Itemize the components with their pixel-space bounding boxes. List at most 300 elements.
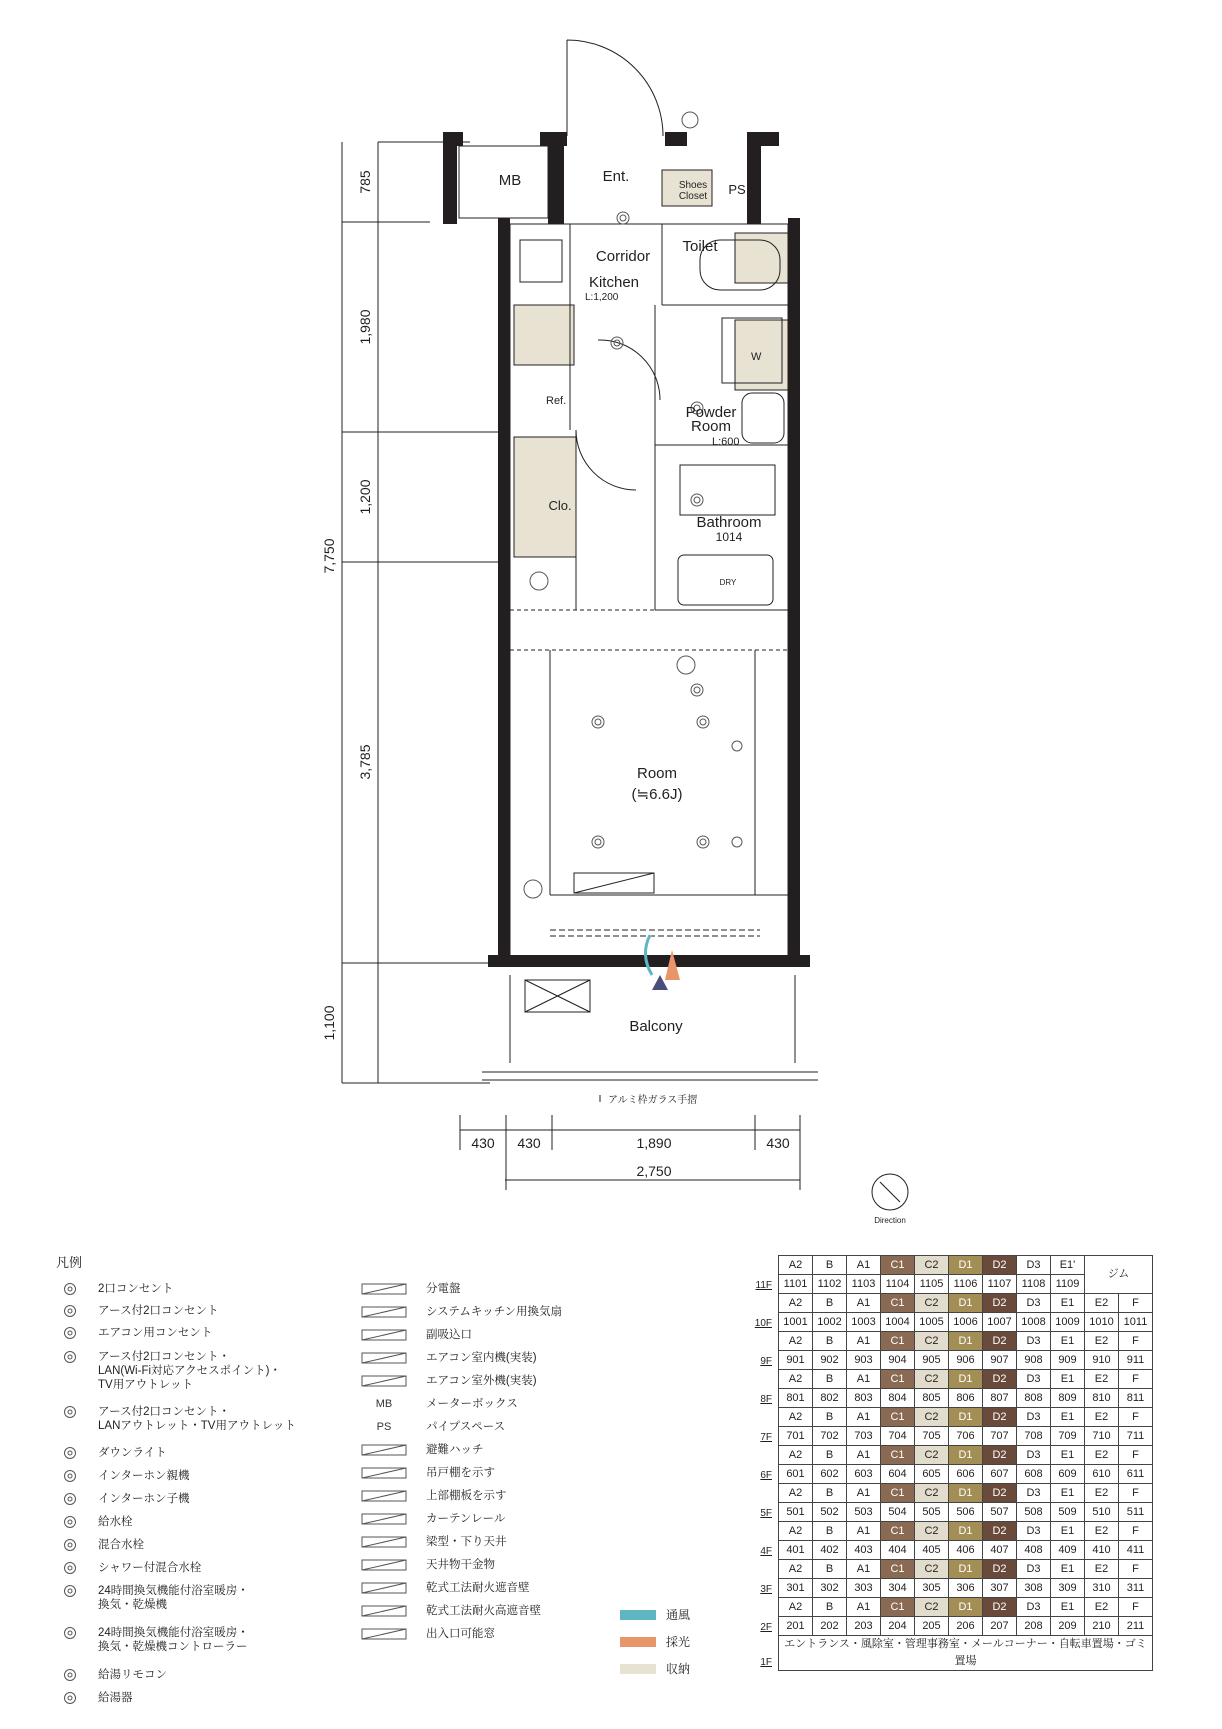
table-cell: C2: [915, 1256, 949, 1275]
floor-unit-table: [744, 1255, 1153, 1671]
fan-icon: [358, 1305, 410, 1319]
legend-text: 梁型・下り天井: [426, 1536, 507, 1548]
table-cell: 304: [881, 1579, 915, 1598]
table-cell: E1: [1051, 1408, 1085, 1427]
table-cell: A1: [847, 1446, 881, 1465]
first-floor-description: エントランス・風除室・管理事務室・メールコーナー・自転車置場・ゴミ置場: [779, 1636, 1153, 1671]
room-size: (≒6.6J): [631, 786, 683, 803]
table-cell: 301: [779, 1579, 813, 1598]
table-cell: 308: [1017, 1579, 1051, 1598]
legend-item: [358, 1374, 537, 1388]
table-cell: 801: [779, 1389, 813, 1408]
table-cell: C1: [881, 1446, 915, 1465]
legend-item: [358, 1512, 505, 1526]
table-cell: C1: [881, 1332, 915, 1351]
table-cell: 210: [1085, 1617, 1119, 1636]
intercom-slave-icon: [60, 1492, 80, 1506]
dim-1980: 1,980: [357, 309, 373, 345]
table-cell: 401: [779, 1541, 813, 1560]
table-cell: 702: [813, 1427, 847, 1446]
ent-label: Ent.: [602, 168, 630, 185]
table-cell: A2: [779, 1408, 813, 1427]
table-cell: ジム: [1085, 1256, 1153, 1294]
table-cell: D1: [949, 1256, 983, 1275]
aircon-outlet-icon: [60, 1326, 80, 1340]
table-cell: 211: [1119, 1617, 1153, 1636]
table-cell: A1: [847, 1598, 881, 1617]
table-row: [744, 1503, 1153, 1522]
dim-1100: 1,100: [321, 1005, 337, 1041]
intercom-master-icon: [60, 1469, 80, 1483]
table-cell: D1: [949, 1560, 983, 1579]
table-cell: A1: [847, 1256, 881, 1275]
legend-item: [358, 1466, 495, 1480]
legend-key-text: 採光: [666, 1635, 691, 1649]
floor-label: 5F: [760, 1507, 772, 1519]
legend-item: [358, 1604, 541, 1618]
table-cell: C2: [915, 1522, 949, 1541]
table-cell: 910: [1085, 1351, 1119, 1370]
table-cell: C1: [881, 1256, 915, 1275]
table-cell: 1102: [813, 1275, 847, 1294]
table-row: [744, 1579, 1153, 1598]
legend-item: [60, 1561, 201, 1575]
legend-text: 避難ハッチ: [426, 1444, 484, 1456]
table-cell: B: [813, 1598, 847, 1617]
floor-label: 4F: [760, 1545, 772, 1557]
mb-label: MB: [375, 1398, 393, 1410]
table-row: [744, 1617, 1153, 1636]
legend-item: [60, 1584, 249, 1612]
legend-item: [358, 1489, 507, 1503]
table-cell: A2: [779, 1370, 813, 1389]
table-cell: F: [1119, 1560, 1153, 1579]
table-cell: 407: [983, 1541, 1017, 1560]
table-cell: B: [813, 1294, 847, 1313]
floor-label: 2F: [760, 1621, 772, 1633]
table-cell: 1004: [881, 1313, 915, 1332]
legend-text: 24時間換気機能付浴室暖房・ 換気・乾燥機: [98, 1585, 249, 1611]
table-row: [744, 1560, 1153, 1579]
table-cell: E2: [1085, 1446, 1119, 1465]
dim-785: 785: [357, 170, 373, 194]
table-cell: A2: [779, 1332, 813, 1351]
table-row: [744, 1389, 1153, 1408]
table-cell: D3: [1017, 1370, 1051, 1389]
table-cell: A1: [847, 1408, 881, 1427]
table-cell: C1: [881, 1522, 915, 1541]
table-cell: 803: [847, 1389, 881, 1408]
mixer-faucet-icon: [60, 1538, 80, 1552]
legend-key: [620, 1633, 690, 1650]
table-cell: 707: [983, 1427, 1017, 1446]
table-cell: 902: [813, 1351, 847, 1370]
table-cell: 406: [949, 1541, 983, 1560]
table-cell: 804: [881, 1389, 915, 1408]
table-cell: D2: [983, 1332, 1017, 1351]
table-cell: E1': [1051, 1256, 1085, 1275]
table-cell: 602: [813, 1465, 847, 1484]
bathroom-label: Bathroom: [696, 514, 762, 531]
table-cell: D1: [949, 1522, 983, 1541]
table-cell: A2: [779, 1256, 813, 1275]
table-cell: 903: [847, 1351, 881, 1370]
dim-1200: 1,200: [357, 479, 373, 515]
legend-text: エアコン室内機(実装): [426, 1352, 537, 1364]
wall-icon: [358, 1581, 410, 1595]
table-cell: D3: [1017, 1332, 1051, 1351]
table-cell: 611: [1119, 1465, 1153, 1484]
balcony-label: Balcony: [629, 1018, 683, 1035]
beam-line-icon: [358, 1535, 410, 1549]
table-cell: 708: [1017, 1427, 1051, 1446]
legend-key: [620, 1606, 690, 1623]
table-cell: A2: [779, 1522, 813, 1541]
table-cell: 1003: [847, 1313, 881, 1332]
floor-label: 3F: [760, 1583, 772, 1595]
powder-room-label-2: Room: [690, 418, 732, 435]
table-row: [744, 1313, 1153, 1332]
table-cell: 201: [779, 1617, 813, 1636]
ref-label: Ref.: [546, 395, 567, 407]
multi-outlet-m-icon: [60, 1350, 80, 1364]
table-cell: C2: [915, 1408, 949, 1427]
table-cell: 1001: [779, 1313, 813, 1332]
table-row: [744, 1484, 1153, 1503]
table-cell: 203: [847, 1617, 881, 1636]
table-cell: 202: [813, 1617, 847, 1636]
table-row: [744, 1370, 1153, 1389]
table-cell: 1109: [1051, 1275, 1085, 1294]
table-cell: 607: [983, 1465, 1017, 1484]
table-cell: E2: [1085, 1560, 1119, 1579]
table-cell: C1: [881, 1560, 915, 1579]
table-cell: C1: [881, 1370, 915, 1389]
table-cell: B: [813, 1370, 847, 1389]
floor-label: 7F: [760, 1431, 772, 1443]
shower-mixer-icon: [60, 1561, 80, 1575]
table-cell: C2: [915, 1598, 949, 1617]
toilet-label: Toilet: [682, 238, 718, 255]
ps-label: PS: [376, 1421, 392, 1433]
table-cell: D3: [1017, 1294, 1051, 1313]
clo-label: Clo.: [548, 498, 572, 513]
dim-430-a: 430: [471, 1135, 495, 1151]
table-cell: 302: [813, 1579, 847, 1598]
table-cell: 606: [949, 1465, 983, 1484]
table-cell: 601: [779, 1465, 813, 1484]
table-cell: D3: [1017, 1256, 1051, 1275]
table-cell: 807: [983, 1389, 1017, 1408]
legend-text: 乾式工法耐火遮音壁: [426, 1582, 530, 1594]
table-cell: 703: [847, 1427, 881, 1446]
table-cell: E2: [1085, 1294, 1119, 1313]
table-cell: C2: [915, 1446, 949, 1465]
direction-label: Direction: [874, 1216, 906, 1225]
table-cell: 309: [1051, 1579, 1085, 1598]
table-cell: 311: [1119, 1579, 1153, 1598]
table-cell: E2: [1085, 1522, 1119, 1541]
table-cell: 605: [915, 1465, 949, 1484]
table-cell: 1002: [813, 1313, 847, 1332]
table-row: [744, 1408, 1153, 1427]
legend-text: アース付2口コンセント: [98, 1305, 219, 1317]
legend-text: インターホン親機: [98, 1470, 190, 1482]
table-cell: A1: [847, 1560, 881, 1579]
dim-3785: 3,785: [357, 744, 373, 780]
outlet-2-icon: [60, 1282, 80, 1296]
legend-item: [358, 1443, 484, 1457]
legend-item: [60, 1668, 167, 1682]
floor-label: 11F: [755, 1279, 772, 1291]
legend-text: 給湯リモコン: [98, 1669, 167, 1681]
table-row: [744, 1522, 1153, 1541]
water-heater-icon: [60, 1691, 80, 1705]
table-cell: B: [813, 1560, 847, 1579]
table-cell: C1: [881, 1408, 915, 1427]
table-cell: 809: [1051, 1389, 1085, 1408]
legend-item: [60, 1304, 218, 1318]
table-cell: 1011: [1119, 1313, 1153, 1332]
table-cell: 209: [1051, 1617, 1085, 1636]
table-cell: E1: [1051, 1598, 1085, 1617]
legend-item: [60, 1492, 190, 1506]
table-cell: F: [1119, 1408, 1153, 1427]
table-cell: 911: [1119, 1351, 1153, 1370]
legend-text: ダウンライト: [98, 1447, 167, 1459]
legend-item: [358, 1397, 518, 1411]
table-cell: 905: [915, 1351, 949, 1370]
powder-room-label-1: Powder: [685, 404, 737, 421]
table-cell: 208: [1017, 1617, 1051, 1636]
legend-item: [358, 1581, 530, 1595]
table-cell: B: [813, 1484, 847, 1503]
table-cell: B: [813, 1408, 847, 1427]
table-cell: A2: [779, 1294, 813, 1313]
table-cell: C2: [915, 1332, 949, 1351]
legend-text: システムキッチン用換気扇: [426, 1306, 563, 1318]
table-cell: 1009: [1051, 1313, 1085, 1332]
legend-item: [358, 1351, 537, 1365]
legend-item: [358, 1305, 562, 1319]
legend-item: [60, 1691, 133, 1705]
table-cell: 1105: [915, 1275, 949, 1294]
table-cell: D2: [983, 1598, 1017, 1617]
kitchen-label: Kitchen: [588, 274, 640, 291]
table-cell: 806: [949, 1389, 983, 1408]
table-cell: F: [1119, 1332, 1153, 1351]
dim-430-b: 430: [517, 1135, 541, 1151]
table-cell: C1: [881, 1484, 915, 1503]
table-cell: A2: [779, 1484, 813, 1503]
legend-item: [60, 1538, 144, 1552]
legend-item: [358, 1328, 472, 1342]
room-label: Room: [636, 765, 678, 782]
table-cell: 811: [1119, 1389, 1153, 1408]
ceiling-hanger-icon: [358, 1558, 410, 1572]
table-cell: 1010: [1085, 1313, 1119, 1332]
legend-text: メーターボックス: [426, 1398, 518, 1410]
legend-text: エアコン室外機(実装): [426, 1375, 537, 1387]
table-cell: F: [1119, 1294, 1153, 1313]
shoes-closet-label-1: Shoes: [678, 180, 708, 191]
table-cell: D2: [983, 1294, 1017, 1313]
table-cell: 909: [1051, 1351, 1085, 1370]
table-cell: D3: [1017, 1560, 1051, 1579]
powder-length: L:600: [712, 436, 740, 448]
table-cell: 709: [1051, 1427, 1085, 1446]
table-cell: D1: [949, 1370, 983, 1389]
legend-item: [60, 1326, 212, 1340]
legend-item: [60, 1350, 281, 1392]
table-cell: 1007: [983, 1313, 1017, 1332]
table-cell: D3: [1017, 1522, 1051, 1541]
legend-item: [60, 1282, 173, 1296]
table-cell: F: [1119, 1484, 1153, 1503]
floor-label: 1F: [760, 1656, 772, 1668]
table-cell: C1: [881, 1598, 915, 1617]
table-row: [744, 1427, 1153, 1446]
table-cell: 204: [881, 1617, 915, 1636]
table-cell: D2: [983, 1256, 1017, 1275]
legend-item: [358, 1420, 505, 1434]
table-cell: 1008: [1017, 1313, 1051, 1332]
legend-item: [358, 1627, 495, 1641]
table-cell: A1: [847, 1294, 881, 1313]
legend-text: 混合水栓: [98, 1539, 144, 1551]
table-cell: D2: [983, 1446, 1017, 1465]
table-cell: F: [1119, 1598, 1153, 1617]
dim-1890: 1,890: [636, 1135, 672, 1151]
table-cell: 1107: [983, 1275, 1017, 1294]
table-cell: 906: [949, 1351, 983, 1370]
table-cell: 403: [847, 1541, 881, 1560]
table-cell: 404: [881, 1541, 915, 1560]
table-cell: D1: [949, 1598, 983, 1617]
table-cell: 1005: [915, 1313, 949, 1332]
table-cell: 206: [949, 1617, 983, 1636]
table-cell: A1: [847, 1370, 881, 1389]
table-cell: 505: [915, 1503, 949, 1522]
table-cell: D3: [1017, 1484, 1051, 1503]
table-row: [744, 1541, 1153, 1560]
floor-label: 6F: [760, 1469, 772, 1481]
legend-text: 上部棚板を示す: [426, 1490, 507, 1502]
table-cell: C2: [915, 1294, 949, 1313]
legend-text: カーテンレール: [426, 1513, 506, 1525]
table-cell: 1106: [949, 1275, 983, 1294]
table-row: [744, 1351, 1153, 1370]
table-cell: E2: [1085, 1484, 1119, 1503]
legend-key-text: 通風: [666, 1608, 691, 1622]
panel-icon: [358, 1282, 410, 1296]
legend-text: 副吸込口: [426, 1329, 472, 1341]
table-cell: E2: [1085, 1598, 1119, 1617]
table-cell: 802: [813, 1389, 847, 1408]
table-cell: 303: [847, 1579, 881, 1598]
legend-text: 出入口可能窓: [426, 1628, 495, 1640]
table-row: [744, 1446, 1153, 1465]
table-cell: 307: [983, 1579, 1017, 1598]
table-cell: 711: [1119, 1427, 1153, 1446]
table-cell: 901: [779, 1351, 813, 1370]
table-cell: 904: [881, 1351, 915, 1370]
legend-item: [60, 1405, 296, 1433]
legend-item: [60, 1626, 249, 1654]
table-cell: D1: [949, 1408, 983, 1427]
dry-controller-icon: [60, 1626, 80, 1640]
table-cell: A2: [779, 1560, 813, 1579]
table-cell: B: [813, 1256, 847, 1275]
legend-text: 分電盤: [426, 1283, 461, 1295]
table-cell: 306: [949, 1579, 983, 1598]
table-row: [744, 1598, 1153, 1617]
table-cell: 511: [1119, 1503, 1153, 1522]
table-cell: 207: [983, 1617, 1017, 1636]
ventilation-icon: [620, 1610, 656, 1620]
legend-item: [358, 1282, 461, 1296]
table-cell: 405: [915, 1541, 949, 1560]
legend-text: 給湯器: [98, 1692, 133, 1704]
table-cell: 1103: [847, 1275, 881, 1294]
table-cell: E1: [1051, 1446, 1085, 1465]
table-cell: 305: [915, 1579, 949, 1598]
table-cell: 603: [847, 1465, 881, 1484]
legend-text: 天井物干金物: [426, 1559, 495, 1571]
ac-indoor-icon: [358, 1351, 410, 1365]
daylight-icon: [620, 1637, 656, 1647]
table-cell: 205: [915, 1617, 949, 1636]
table-cell: D2: [983, 1484, 1017, 1503]
table-cell: F: [1119, 1446, 1153, 1465]
legend-key-text: 収納: [666, 1662, 691, 1676]
table-cell: A1: [847, 1522, 881, 1541]
table-cell: D3: [1017, 1598, 1051, 1617]
table-cell: B: [813, 1522, 847, 1541]
table-cell: 604: [881, 1465, 915, 1484]
table-cell: 704: [881, 1427, 915, 1446]
table-cell: E2: [1085, 1332, 1119, 1351]
table-row: [744, 1256, 1153, 1275]
table-row: [744, 1465, 1153, 1484]
table-cell: 411: [1119, 1541, 1153, 1560]
table-cell: D2: [983, 1370, 1017, 1389]
legend-item: [358, 1558, 495, 1572]
table-cell: 907: [983, 1351, 1017, 1370]
storage-icon: [620, 1664, 656, 1674]
table-cell: 310: [1085, 1579, 1119, 1598]
legend-item: [358, 1535, 507, 1549]
table-cell: 710: [1085, 1427, 1119, 1446]
legend-item: [60, 1469, 190, 1483]
table-cell: E1: [1051, 1560, 1085, 1579]
dim-430-c: 430: [766, 1135, 790, 1151]
table-cell: 408: [1017, 1541, 1051, 1560]
table-cell: 1101: [779, 1275, 813, 1294]
table-cell: 508: [1017, 1503, 1051, 1522]
table-cell: D3: [1017, 1446, 1051, 1465]
corridor-label: Corridor: [595, 248, 651, 265]
mb-label: MB: [498, 172, 522, 189]
table-row: [744, 1294, 1153, 1313]
table-cell: 705: [915, 1427, 949, 1446]
table-cell: 509: [1051, 1503, 1085, 1522]
table-cell: E1: [1051, 1484, 1085, 1503]
table-cell: E1: [1051, 1332, 1085, 1351]
table-cell: 409: [1051, 1541, 1085, 1560]
table-cell: 1108: [1017, 1275, 1051, 1294]
legend-text: 乾式工法耐火高遮音壁: [426, 1605, 541, 1617]
